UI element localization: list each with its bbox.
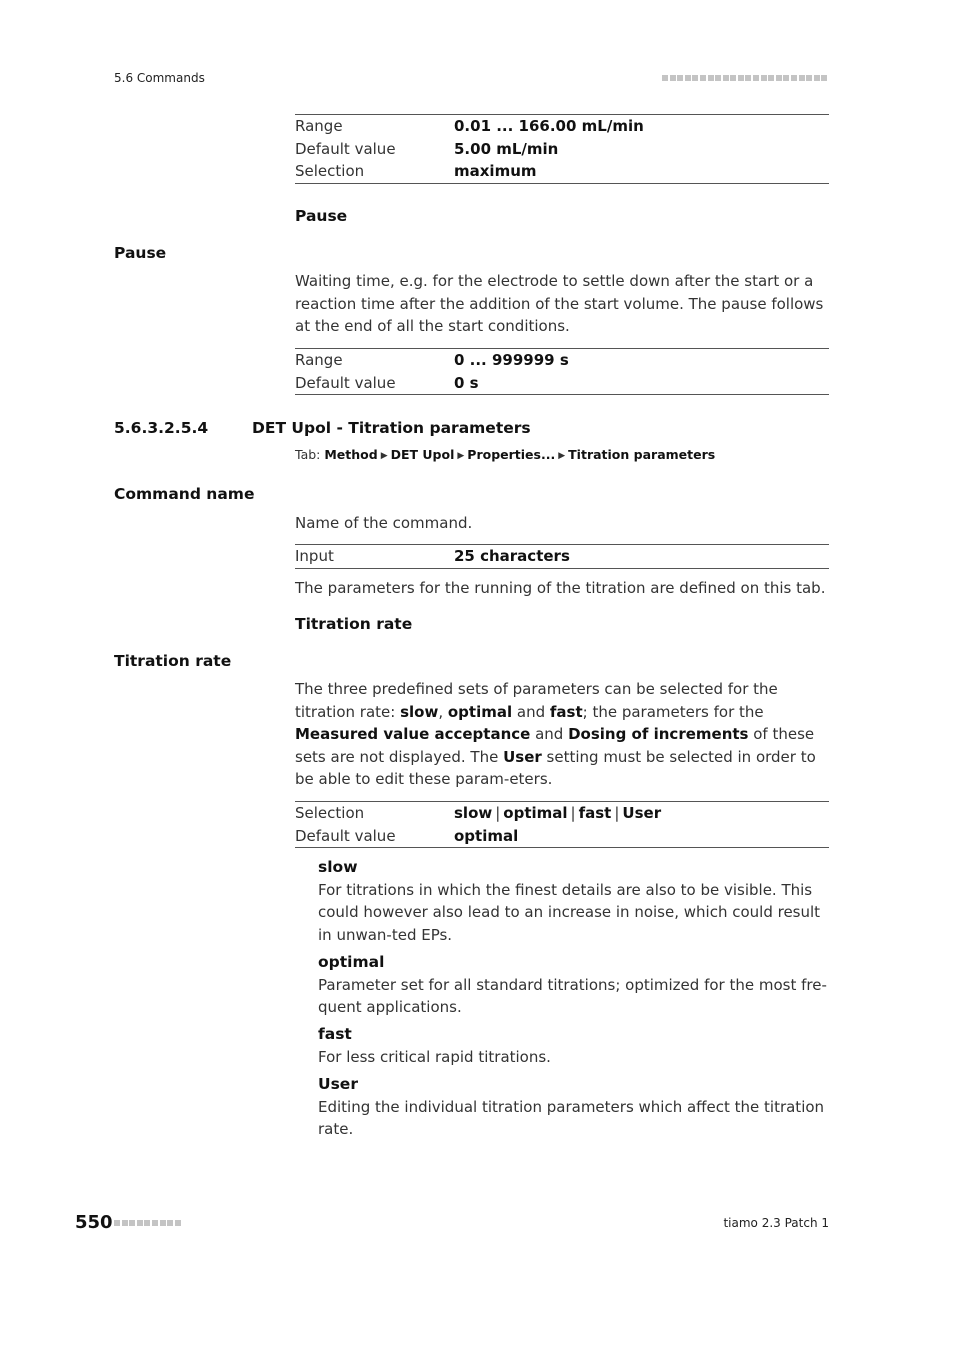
- param-value: 0.01 ... 166.00 mL/min: [454, 117, 644, 135]
- page-number: 550: [75, 1212, 113, 1233]
- param-value: 0 ... 999999 s: [454, 351, 569, 369]
- table-row: [295, 115, 829, 138]
- text-run: The three predefined sets of parameters can be selected for the titration rate:: [295, 680, 778, 721]
- text-run: ; the parameters for the: [582, 702, 764, 721]
- text-run: setting must be selected in order to be able to edit these param-eters.: [295, 747, 816, 789]
- param-value: 25 characters: [454, 547, 570, 565]
- titration-rate-subheading: Titration rate: [295, 615, 413, 633]
- option-value: User: [622, 804, 662, 822]
- table-row: [295, 138, 829, 161]
- param-key: Range: [295, 117, 343, 135]
- text-run-bold: fast: [549, 702, 583, 721]
- param-value: 5.00 mL/min: [454, 139, 559, 158]
- tab-prefix: Tab:: [295, 447, 321, 462]
- param-value: optimal: [454, 826, 519, 845]
- command-name-table: [295, 544, 829, 569]
- command-name-description: Name of the command.: [295, 514, 473, 532]
- pause-description: Waiting time, e.g. for the electrode to settle down after the start or a reaction time after the addition of the start volume. The pause follows at the end of all the start conditions.: [295, 272, 824, 336]
- header-decoration-dots: [662, 75, 829, 81]
- option-value: optimal: [503, 804, 568, 822]
- param-key: Input: [295, 547, 334, 565]
- text-run-bold: optimal: [447, 702, 513, 721]
- text-run: of these sets are not displayed. The: [295, 725, 815, 766]
- rate-parameter-table: [295, 114, 829, 184]
- param-key: Selection: [295, 162, 365, 180]
- table-row: [295, 349, 829, 372]
- option-separator: |: [614, 804, 620, 822]
- table-row: [295, 545, 829, 569]
- text-run: and: [512, 702, 550, 721]
- running-header-section: 5.6 Commands: [114, 71, 205, 85]
- text-run: ,: [438, 702, 448, 721]
- tab-path-item: Properties...: [467, 447, 556, 462]
- param-value: 0 s: [454, 373, 479, 392]
- option-description: For titrations in which the finest details are also to be visible. This could however also lead to an increase in noise, which could result in unwan-ted EPs.: [318, 880, 821, 944]
- titration-rate-table: [295, 801, 829, 848]
- param-key: Default value: [295, 826, 396, 845]
- option-definition-optimal: [318, 951, 832, 1019]
- option-value: slow: [454, 804, 493, 822]
- tab-path-item: DET Upol: [390, 447, 455, 462]
- param-value: maximum: [454, 162, 537, 180]
- table-row: [295, 802, 829, 825]
- option-definition-fast: [318, 1023, 832, 1068]
- option-value: fast: [578, 804, 612, 822]
- table-row: [295, 825, 829, 848]
- pause-parameter-table: [295, 348, 829, 395]
- option-description: Parameter set for all standard titrations; optimized for the most fre-quent applications.: [318, 975, 827, 1017]
- param-value: [454, 802, 829, 825]
- pause-margin-label: Pause: [114, 244, 167, 262]
- path-arrow-icon: ▶: [558, 451, 566, 461]
- tab-intro-text: The parameters for the running of the titration are defined on this tab.: [295, 579, 826, 597]
- path-arrow-icon: ▶: [457, 451, 465, 461]
- option-term: fast: [318, 1025, 352, 1043]
- tab-path-item: Titration parameters: [568, 447, 716, 462]
- param-key: Default value: [295, 139, 396, 158]
- section-number: 5.6.3.2.5.4: [114, 419, 209, 437]
- text-run-bold: Measured value acceptance: [295, 725, 531, 744]
- text-run-bold: Dosing of increments: [568, 725, 749, 744]
- text-run: and: [530, 725, 569, 744]
- param-key: Selection: [295, 804, 365, 822]
- footer-decoration-dots: [114, 1220, 182, 1226]
- option-description: Editing the individual titration parameters which affect the titration rate.: [318, 1097, 825, 1139]
- param-key: Default value: [295, 373, 396, 392]
- section-title: DET Upol - Titration parameters: [252, 419, 531, 437]
- tab-path: [295, 447, 715, 462]
- titration-rate-description: [295, 678, 831, 791]
- option-separator: |: [570, 804, 576, 822]
- footer-product: tiamo 2.3 Patch 1: [723, 1216, 829, 1230]
- option-definition-user: [318, 1073, 832, 1141]
- table-row: [295, 160, 829, 183]
- text-run-bold: User: [503, 747, 542, 766]
- text-run-bold: slow: [400, 702, 439, 721]
- command-name-margin-label: Command name: [114, 485, 255, 503]
- option-term: optimal: [318, 953, 385, 971]
- tab-path-item: Method: [324, 447, 378, 462]
- param-key: Range: [295, 351, 343, 369]
- path-arrow-icon: ▶: [380, 451, 388, 461]
- table-row: [295, 372, 829, 395]
- option-term: slow: [318, 858, 358, 876]
- titration-rate-margin-label: Titration rate: [114, 652, 232, 670]
- option-description: For less critical rapid titrations.: [318, 1047, 551, 1066]
- option-definition-slow: [318, 856, 832, 946]
- option-separator: |: [495, 804, 501, 822]
- option-term: User: [318, 1075, 358, 1093]
- pause-subheading: Pause: [295, 207, 348, 225]
